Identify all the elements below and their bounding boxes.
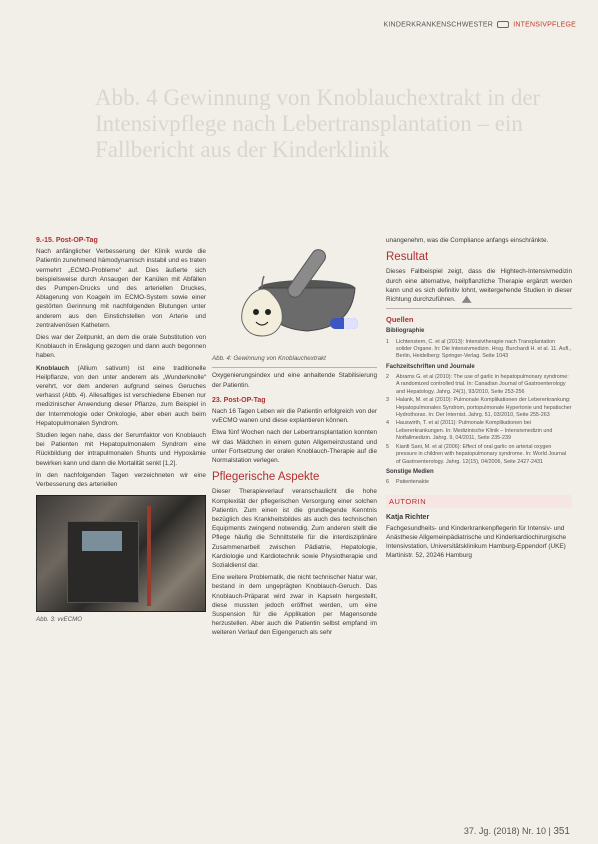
reference-item: 1 Lichtenstern, C. et al (2013): Intensivtherapie nach Transplantation solider Organe. In: Die Intensivmedizin. Hrsg. Burchardi H. et al. 11. Aufl., Berlin, Heidelberg: Springer-Verlag. Seite 1043 — [386, 338, 572, 360]
paragraph: Knoblauch (Allium sativum) ist eine traditionelle Heilpflanze, von den unter anderem als „Wunderknolle“ verehrt, vor dem anderen aufgrund seines Geruches verhasst (Abb. 4). Allesaftiges ist verschiedene Ebenen nur medizinischer Anwendung dieser Pflanze, zum Beispiel in der Internmologie oder Onkologie, aber eben auch beim Hepatopulmonalen Syndrom. — [36, 364, 207, 427]
paragraph: Dieses Fallbeispiel zeigt, dass die Hightech-Intensivmedizin durch eine alternative, heilpflanzliche Therapie ergänzt werden kann und es sich definitiv lohnt, weitergehende Studien in dieser Richtung durchzuführen. — [386, 268, 572, 304]
section-heading: Resultat — [386, 251, 429, 264]
column-middle — [212, 236, 377, 641]
paragraph: Dieser Therapieverlauf veranschaulicht die hohe Komplexität der pflegerischen Versorgung einer solchen Patientin. Zum einen ist die grundlegende Kenntnis bezüglich des Krankheitsbildes als auch des technischen Equipments zwingend notwendig. Zum anderen stellt die Pflege häufig die Schnittstelle für die interdisziplinäre Zusammenarbeit zwischen Pädiatrie, Hepatologie, Kardiologie und Kardiotechnik sowie Physiotherapie und Sozialdienst dar. — [212, 488, 377, 570]
garlic-mortar-illustration — [212, 236, 377, 344]
references-subheading: Fachzeitschriften und Journale — [386, 363, 475, 370]
running-header — [384, 21, 576, 28]
reference-item: 5 Kianfi Sani, M. et al (2006): Effect of oral garlic on arterial oxygen pressure in children with hepatopulmonary syndrome. In: World Journal of Gastroenterology. Jahrg. 12(15), 04/2006, Seite 2427-2431 — [386, 443, 567, 465]
header-journal: KINDERKRANKENSCHWESTER — [383, 21, 493, 29]
column-right — [386, 236, 572, 560]
end-mark-icon — [462, 296, 472, 303]
author-box-heading: AUTORIN — [386, 495, 572, 508]
page-number: 351 — [553, 826, 570, 837]
column-left — [36, 236, 206, 624]
divider — [212, 367, 377, 368]
ecmo-photo — [36, 495, 206, 612]
references-subheading: Sonstige Medien — [386, 468, 434, 475]
section-subheading: 23. Post-OP-Tag — [212, 396, 266, 404]
paragraph: Etwa fünf Wochen nach der Lebertransplantation konnten wir das Mädchen in einem guten Allgemeinzustand und unter Fortsetzung der oralen Knoblauch-Therapie auf die Normalstation verlegen. — [212, 429, 377, 465]
paragraph: Dies war der Zeitpunkt, an dem die orale Substitution von Knoblauch in Erwägung gezogen und dann auch begonnen haben. — [36, 334, 206, 360]
paragraph: Oxygenierungsindex und eine anhaltende Stabilisierung der Patientin. — [212, 372, 377, 389]
reference-item: 4 Hauswirth, T. et al (2011): Pulmonale Komplikationen bei Lebererkrankungen. In: Medizinische Klinik – Intensivmedizin und Notfallmedizin. Jahrg. 9, 04/2011, Seite 235-239 — [386, 420, 553, 442]
paragraph: Nach anfänglicher Verbesserung der Klinik wurde die Patientin zunehmend hämodynamisch instabil und es traten vermehrt „ECMO-Probleme“ auf. Dies äußerte sich beispielsweise durch Ansaugen der Kanülen mit Abfällen des Pumpen-Drucks und des arteriellen Druckes, Ablagerung von Koageln im ECMO-System sowie einer gestörten Gerinnung mit nachfolgenden Blutungen unter anderem aus den Einstichstellen von Arterie und zentralvenösen Kathetern. — [36, 248, 206, 329]
reference-item: 6 Patientenakte — [386, 479, 429, 486]
issue-info: 37. Jg. (2018) Nr. 10 — [463, 826, 546, 836]
reference-item: 2 Abrams G. et al (2010): The use of garlic in hepatopulmonary syndrome: A randomized controlled trial. In: Canadian Journal of Gastroenterology and Hepatology. Jahrg. 24(1), 93/2010, Seite 253-256 — [386, 374, 569, 395]
references-subheading: Bibliographie — [386, 328, 425, 335]
figure-caption: Abb. 3: vvECMO — [36, 616, 83, 624]
page-footer: 37. Jg. (2018) Nr. 10 | 351 — [463, 826, 570, 837]
author-affiliation: Fachgesundheits- und Kinderkrankenpflegerin für Intensiv- und Anästhesie Allgemeinpädiatrische und Kinderkardiochirurgische Intensivstation, Universitätsklinikum Hamburg-Eppendorf (UKE) Martinistr. 52, 20246 Hamburg — [386, 524, 567, 559]
paragraph: Studien legen nahe, dass der Serumfaktor von Knoblauch bei Patienten mit Hepatopulmonalem Syndrom eine Rückbildung der intrapulmonalen Shunts und Hypoxämie bewirken kann und dann die Mortalität senkt [1,2]. — [36, 432, 206, 467]
section-subheading: 9.-15. Post-OP-Tag — [36, 237, 98, 244]
references-heading: Quellen — [386, 315, 414, 325]
paragraph: Nach 16 Tagen Leben wir die Patientin erfolgreich von der vvECMO wanen und diese explantieren können. — [212, 408, 377, 425]
journal-mark-icon — [497, 21, 509, 28]
section-heading: Pflegerische Aspekte — [212, 471, 320, 484]
divider — [386, 308, 572, 309]
figure-caption: Abb. 4: Gewinnung von Knoblauchextrakt — [212, 355, 326, 363]
show-through-title: Abb. 4 Gewinnung von Knoblauchextrakt in der Intensivpflege nach Lebertransplantation – ein Fallbericht aus der Kinderklinik — [95, 85, 541, 162]
header-section: INTENSIVPFLEGE — [513, 21, 576, 29]
author-name: Katja Richter — [386, 513, 430, 521]
paragraph: In den nachfolgenden Tagen verzeichneten wir eine Verbesserung des arteriellen — [36, 471, 206, 489]
reference-item: 3 Halank, M. et al (2010): Pulmonale Komplikationen der Lebererkrankung: Hepatopulmonales Syndrom, portopulmonale Hypertonie und hepatischer Hydrothorax. In: Der Internist. Jahrg. 51, 03/2010, Seite 255-263 — [386, 397, 572, 419]
paragraph: Eine weitere Problematik, die nicht technischer Natur war, bestand in dem ungeprägten Knoblauch-Geruch. Das Knoblauch-Präparat wird zwar in Kapseln hergestellt, diese mussten jedoch eröffnet werden, um eine Suspension für die Applikation per Magensonde herzustellen. Aber auch die Patientin selbst empfand im weiteren Verlauf den Eigengeruch als sehr — [212, 574, 377, 637]
paragraph: unangenehm, was die Compliance anfangs einschränkte. — [386, 237, 549, 244]
lead-term: Knoblauch — [36, 364, 70, 372]
